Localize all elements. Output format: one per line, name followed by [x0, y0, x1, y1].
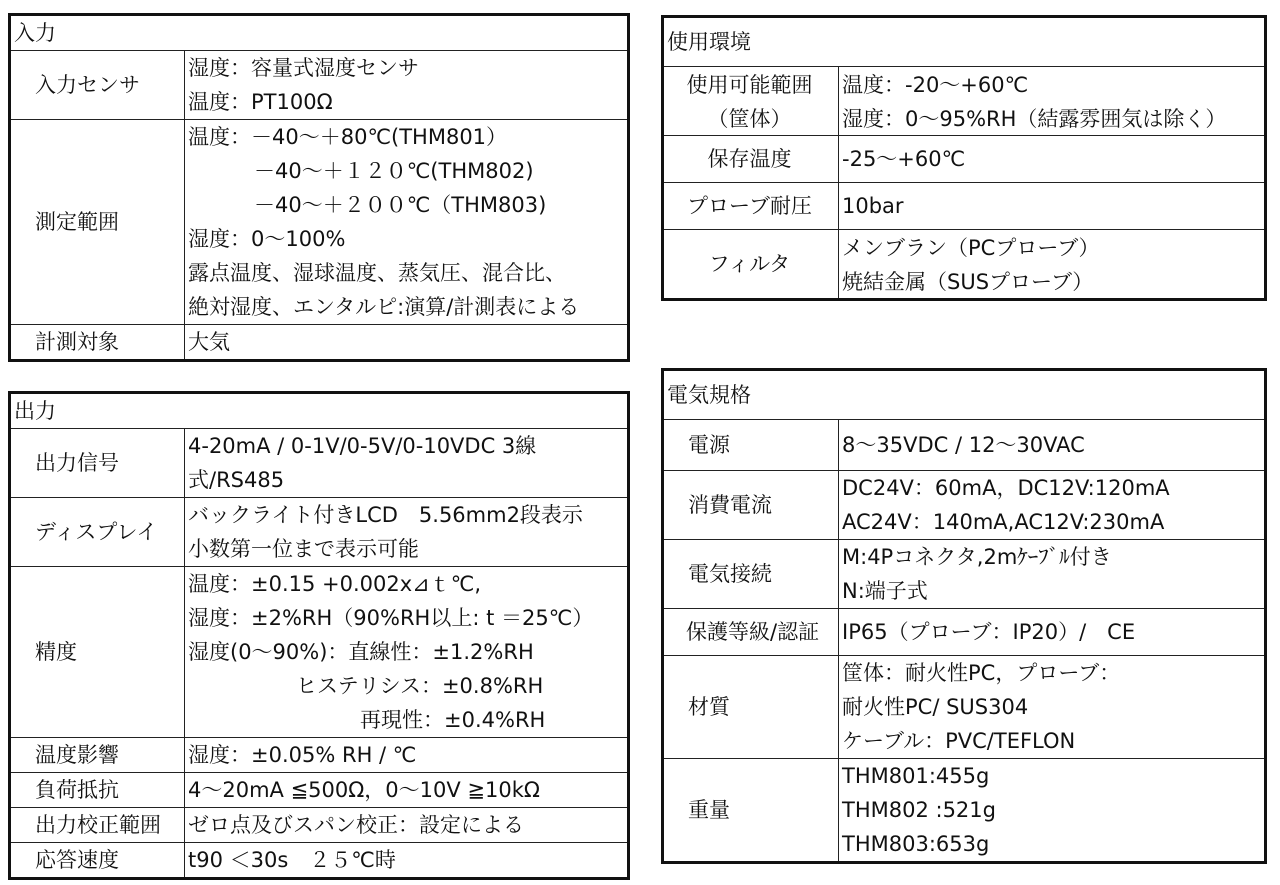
- row-value-filter: [839, 230, 1266, 300]
- value-line: 露点温度、湿球温度、蒸気圧、混合比、: [188, 261, 566, 285]
- value-line: THM802 :521g: [842, 798, 996, 822]
- table-row: [10, 498, 629, 567]
- table-row: [10, 808, 629, 843]
- row-label-weight: 重量: [663, 759, 839, 863]
- row-label-current: 消費電流: [663, 471, 839, 540]
- value-line: THM801:455g: [842, 764, 990, 788]
- table-row: [10, 567, 629, 738]
- row-value-temp-effect: 湿度：±0.05% RH / ℃: [185, 738, 629, 773]
- value-line: 温度：－40～＋80℃(THM801）: [188, 125, 508, 149]
- environment-spec-table: [661, 15, 1267, 301]
- table-row: [10, 325, 629, 361]
- output-spec-table: [8, 391, 630, 880]
- row-value-connection: [839, 540, 1266, 609]
- value-line: メンブラン（PCプローブ）: [842, 236, 1100, 260]
- row-value-measure-range: [185, 120, 629, 325]
- value-line: 湿度：容量式湿度センサ: [188, 56, 419, 80]
- row-value-weight: [839, 759, 1266, 863]
- value-line: 大気: [188, 330, 230, 354]
- table-row: [10, 51, 629, 120]
- table-row: [10, 738, 629, 773]
- value-line: 再現性：±0.4%RH: [360, 708, 546, 732]
- electrical-section-title: 電気規格: [663, 370, 1266, 420]
- row-value-response: t90 ＜30s ２５℃時: [185, 843, 629, 879]
- table-row: [663, 420, 1266, 471]
- table-row: [10, 843, 629, 879]
- value-line: 湿度：0～95%RH（結露雰囲気は除く）: [842, 107, 1227, 131]
- value-line: ヒステリシス：±0.8%RH: [296, 674, 544, 698]
- value-line: 4-20mA / 0-1V/0-5V/0-10VDC 3線: [188, 434, 537, 458]
- value-line: －40～＋２００℃（THM803): [254, 193, 547, 217]
- row-label-storage-temp: 保存温度: [663, 136, 839, 183]
- table-row: [663, 136, 1266, 183]
- environment-section-title: 使用環境: [663, 17, 1266, 67]
- input-spec-table: [8, 13, 630, 362]
- row-label-temp-effect: 温度影響: [10, 738, 185, 773]
- value-line: 湿度(0～90%)：直線性：±1.2%RH: [188, 640, 534, 664]
- table-row: [663, 67, 1266, 136]
- row-value-material: [839, 656, 1266, 759]
- row-value-current: [839, 471, 1266, 540]
- value-line: 絶対湿度、エンタルピ:演算/計測表による: [188, 295, 580, 319]
- row-value-target: [185, 325, 629, 361]
- row-value-operating-range: [839, 67, 1266, 136]
- label-line: （筐体）: [707, 107, 792, 131]
- value-line: AC24V：140mA,AC12V:230mA: [842, 510, 1165, 534]
- value-line: THM803:653g: [842, 832, 990, 856]
- row-value-probe-pressure: 10bar: [839, 183, 1266, 230]
- row-label-accuracy: 精度: [10, 567, 185, 738]
- value-line: 温度：PT100Ω: [188, 90, 333, 114]
- table-row: [10, 120, 629, 325]
- row-label-calibration: 出力校正範囲: [10, 808, 185, 843]
- value-line: 耐火性PC/ SUS304: [842, 695, 1029, 719]
- value-line: N:端子式: [842, 579, 928, 603]
- row-label-response: 応答速度: [10, 843, 185, 879]
- row-label-display: ディスプレイ: [10, 498, 185, 567]
- row-value-storage-temp: -25～+60℃: [839, 136, 1266, 183]
- value-line: DC24V：60mA，DC12V:120mA: [842, 476, 1170, 500]
- row-label-power: 電源: [663, 420, 839, 471]
- row-value-input-sensor: [185, 51, 629, 120]
- value-line: 焼結金属（SUSプローブ）: [842, 270, 1094, 294]
- value-line: 筐体：耐火性PC，プローブ：: [842, 661, 1121, 685]
- row-value-display: [185, 498, 629, 567]
- table-row: [663, 759, 1266, 863]
- table-row: [663, 540, 1266, 609]
- row-value-accuracy: [185, 567, 629, 738]
- row-label-operating-range: [663, 67, 839, 136]
- table-row: [663, 656, 1266, 759]
- output-section-title: 出力: [10, 393, 629, 429]
- input-section-title: 入力: [10, 15, 629, 51]
- value-line: 小数第一位まで表示可能: [188, 537, 419, 561]
- row-label-target: 計測対象: [10, 325, 185, 361]
- value-line: －40～＋１２０℃(THM802): [254, 159, 534, 183]
- value-line: 式/RS485: [188, 468, 285, 492]
- table-row: [663, 183, 1266, 230]
- value-line: 温度：-20～+60℃: [842, 73, 1029, 97]
- value-line: ケーブル：PVC/TEFLON: [842, 729, 1076, 753]
- row-label-material: 材質: [663, 656, 839, 759]
- row-label-input-sensor: 入力センサ: [10, 51, 185, 120]
- electrical-spec-table: [661, 368, 1267, 864]
- table-row: [10, 429, 629, 498]
- value-line: M:4Pコネクタ,2mｹｰﾌﾞﾙ付き: [842, 545, 1112, 569]
- row-label-probe-pressure: プローブ耐圧: [663, 183, 839, 230]
- table-row: [10, 773, 629, 808]
- table-row: [663, 230, 1266, 300]
- row-label-measure-range: 測定範囲: [10, 120, 185, 325]
- value-line: 湿度：0～100%: [188, 227, 346, 251]
- row-label-output-signal: 出力信号: [10, 429, 185, 498]
- label-line: 使用可能範囲: [686, 73, 813, 97]
- value-line: 温度：±0.15 +0.002x⊿ｔ℃,: [188, 572, 482, 596]
- row-label-filter: フィルタ: [663, 230, 839, 300]
- value-line: 湿度：±2%RH（90%RH以上: t ＝25℃）: [188, 606, 594, 630]
- table-row: [663, 471, 1266, 540]
- row-value-load-resistance: 4～20mA ≦500Ω，0～10V ≧10kΩ: [185, 773, 629, 808]
- value-line: バックライト付きLCD 5.56mm2段表示: [188, 503, 583, 527]
- row-value-protection: IP65（プローブ：IP20）/ CE: [839, 609, 1266, 656]
- table-row: [663, 609, 1266, 656]
- row-label-load-resistance: 負荷抵抗: [10, 773, 185, 808]
- row-value-output-signal: [185, 429, 629, 498]
- row-value-power: 8～35VDC / 12～30VAC: [839, 420, 1266, 471]
- row-value-calibration: ゼロ点及びスパン校正：設定による: [185, 808, 629, 843]
- row-label-protection: 保護等級/認証: [663, 609, 839, 656]
- row-label-connection: 電気接続: [663, 540, 839, 609]
